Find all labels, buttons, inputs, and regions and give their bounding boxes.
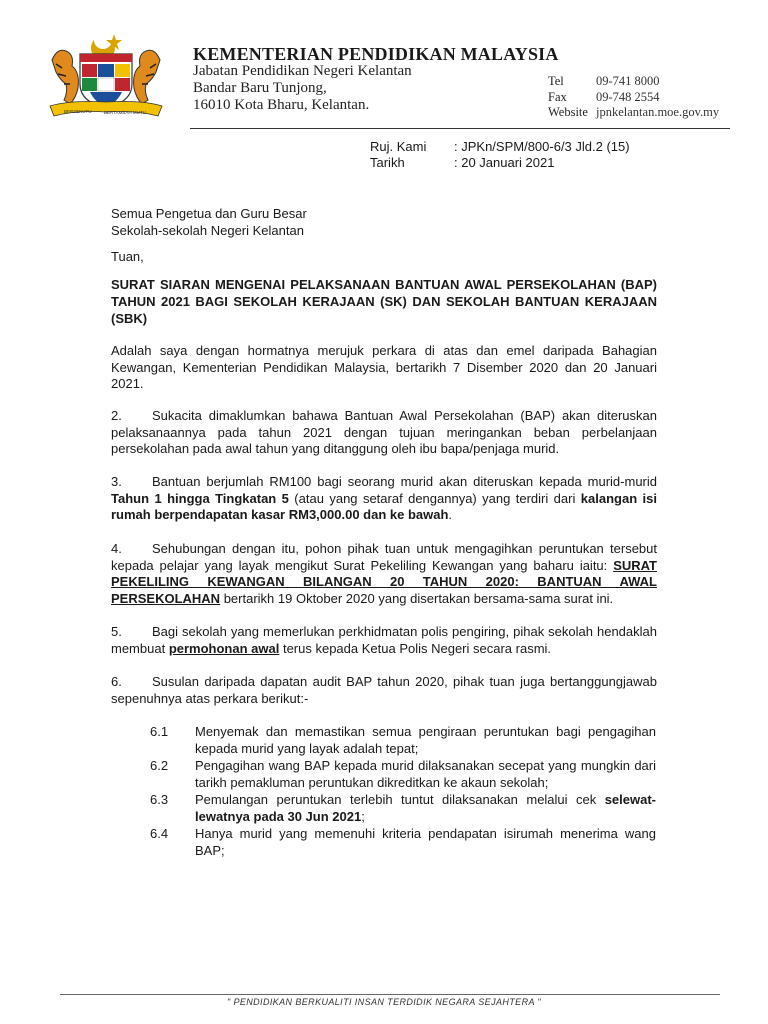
- paragraph-text: Susulan daripada dapatan audit BAP tahun 2020, pihak tuan juga bertanggungjawab sepenuhnya atas perkara berikut:-: [111, 674, 657, 706]
- date-value: : 20 Januari 2021: [454, 155, 555, 170]
- list-item: [150, 724, 656, 757]
- reference-label: Ruj. Kami: [370, 139, 427, 154]
- coat-of-arms-icon: [42, 30, 170, 122]
- tel-row: [548, 74, 719, 90]
- paragraph-text: Sehubungan dengan itu, pohon pihak tuan untuk mengagihkan peruntukan tersebut kepada pelajar yang layak mengikut Surat Pekeliling Kewangan yang baharu iaitu:: [111, 541, 657, 573]
- item-text: [195, 792, 656, 825]
- crest-motto-right: BERTAMBAH MUTU: [104, 110, 146, 115]
- paragraph-text: (atau yang setaraf dengannya) yang terdiri dari: [288, 490, 581, 506]
- recipient-line-1: Semua Pengetua dan Guru Besar: [111, 206, 307, 221]
- sub-item-list: [150, 724, 656, 860]
- emphasis-text: kalangan isi rumah berpendapatan kasar RM3,000.00 dan ke bawah: [111, 490, 657, 522]
- item-text: Hanya murid yang memenuhi kriteria pendapatan isirumah menerima wang BAP;: [195, 826, 656, 858]
- paragraph-number: 2.: [111, 408, 122, 423]
- paragraph-text: Bantuan berjumlah RM100 bagi seorang murid akan diteruskan kepada murid-murid: [152, 474, 657, 489]
- date-row: [370, 155, 630, 171]
- list-item: [150, 826, 656, 859]
- tel-label: Tel: [548, 74, 564, 88]
- contact-block: [548, 74, 719, 121]
- item-number: 6.2: [150, 758, 169, 773]
- ministry-name: KEMENTERIAN PENDIDIKAN MALAYSIA: [193, 44, 559, 64]
- fax-label: Fax: [548, 89, 567, 104]
- letterhead: [0, 0, 768, 135]
- recipient-line-2: Sekolah-sekolah Negeri Kelantan: [111, 222, 304, 238]
- address-line-1: Bandar Baru Tunjong,: [193, 80, 327, 96]
- list-item: [150, 758, 656, 791]
- paragraph-text: .: [448, 507, 453, 522]
- fax-value: 09-748 2554: [596, 89, 660, 104]
- salutation: Tuan,: [111, 249, 144, 264]
- item-number: 6.3: [150, 792, 169, 807]
- paragraph-text: Sukacita dimaklumkan bahawa Bantuan Awal Persekolahan (BAP) akan diteruskan pelaksanaannya pada tahun 2021 dengan tujuan meringankan beban perbelanjaan persekolahan pada awal tahun yang ditanggung oleh ibu bapa/penjaga murid.: [111, 408, 657, 456]
- item-text-part: Pemulangan peruntukan terlebih tuntut dilaksanakan melalui cek: [195, 792, 605, 807]
- website-value: jpnkelantan.moe.gov.my: [596, 105, 720, 119]
- paragraph-4: [111, 541, 657, 607]
- paragraph-text: Bagi sekolah yang memerlukan perkhidmatan polis pengiring, pihak sekolah hendaklah membuat: [111, 624, 657, 656]
- letter-subject: SURAT SIARAN MENGENAI PELAKSANAAN BANTUAN AWAL PERSEKOLAHAN (BAP) TAHUN 2021 BAGI SEKOLAH KERAJAAN (SK) DAN SEKOLAH BANTUAN KERAJAAN (SBK): [111, 277, 657, 326]
- paragraph-5: [111, 624, 657, 657]
- list-item: [150, 792, 656, 825]
- circular-title: SURAT PEKELILING KEWANGAN BILANGAN 20 TAHUN 2020: BANTUAN AWAL PERSEKOLAHAN: [111, 557, 657, 606]
- letterhead-divider: [190, 128, 730, 129]
- paragraph-number: 5.: [111, 624, 122, 639]
- emphasis-text: selewat-lewatnya pada 30 Jun 2021: [195, 792, 656, 824]
- item-number: 6.4: [150, 826, 169, 841]
- reference-block: [370, 139, 630, 171]
- address-line-2: 16010 Kota Bharu, Kelantan.: [193, 97, 370, 113]
- item-text: Pengagihan wang BAP kepada murid dilaksanakan secepat yang mungkin dari tarikh pemakluman peruntukan dikreditkan ke akaun sekolah;: [195, 758, 656, 790]
- reference-value: : JPKn/SPM/800-6/3 Jld.2 (15): [454, 139, 630, 154]
- crest-motto-left: BERSEKUTU: [64, 109, 92, 114]
- website-row: [548, 105, 719, 121]
- tel-value: 09-741 8000: [596, 74, 660, 88]
- reference-row: [370, 139, 630, 155]
- footer-divider: [60, 994, 720, 995]
- department-name: Jabatan Pendidikan Negeri Kelantan: [193, 63, 412, 79]
- paragraph-2: [111, 408, 657, 458]
- item-text: Menyemak dan memastikan semua pengiraan peruntukan bagi pengagihan kepada murid yang layak adalah tepat;: [195, 724, 656, 756]
- paragraph-1: Adalah saya dengan hormatnya merujuk perkara di atas dan emel daripada Bahagian Kewangan, Kementerian Pendidikan Malaysia, bertarikh 7 Disember 2020 dan 20 Januari 2021.: [111, 343, 657, 391]
- emphasis-text: permohonan awal: [168, 640, 280, 656]
- recipient-block: [111, 206, 657, 239]
- paragraph-number: 3.: [111, 474, 122, 489]
- paragraph-text: terus kepada Ketua Polis Negeri secara rasmi.: [279, 640, 552, 656]
- fax-row: [548, 90, 719, 106]
- paragraph-text: bertarikh 19 Oktober 2020 yang disertakan bersama-sama surat ini.: [220, 590, 614, 606]
- date-label: Tarikh: [370, 155, 405, 170]
- item-text-part: ;: [361, 808, 365, 824]
- paragraph-number: 4.: [111, 541, 122, 556]
- paragraph-6: [111, 674, 657, 707]
- emphasis-text: Tahun 1 hingga Tingkatan 5: [111, 490, 289, 506]
- footer-motto: " PENDIDIKAN BERKUALITI INSAN TERDIDIK NEGARA SEJAHTERA ": [226, 997, 542, 1007]
- website-label: Website: [548, 105, 588, 119]
- department-address: [193, 63, 412, 114]
- paragraph-number: 6.: [111, 674, 122, 689]
- item-number: 6.1: [150, 724, 169, 739]
- paragraph-3: [111, 474, 657, 524]
